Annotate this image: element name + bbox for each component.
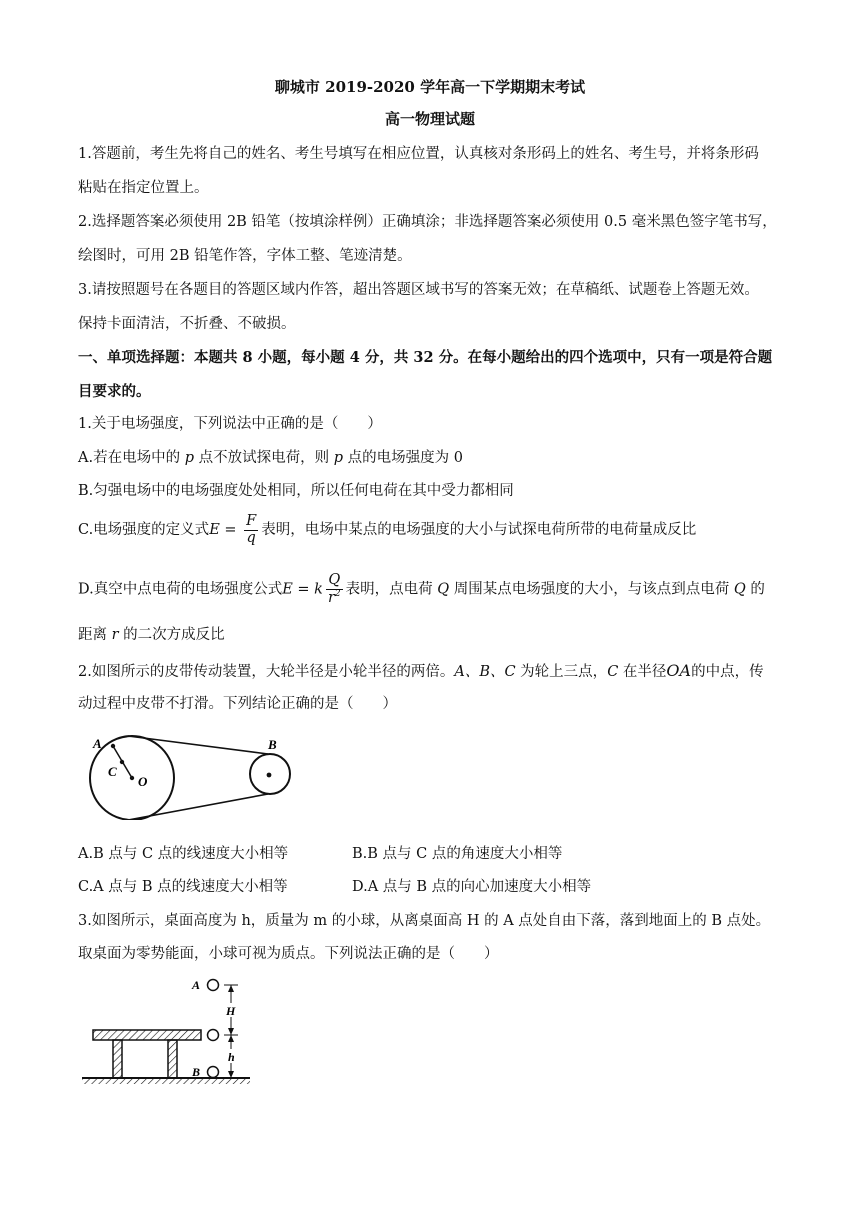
q2-stem-points: A、B、C xyxy=(454,664,516,680)
q1-option-d xyxy=(78,573,765,607)
dim-arrow-h-bottom xyxy=(228,1028,234,1035)
q1-option-d-r: r xyxy=(327,589,335,606)
belt-bottom xyxy=(128,794,268,820)
q1-option-d-q1: Q xyxy=(437,581,450,598)
q1-option-d-text-4: 的 xyxy=(745,581,765,598)
instruction-1-line-1: 1.答题前，考生先将自己的姓名、考生号填写在相应位置，认真核对条形码上的姓名、考生号，并将条形码 xyxy=(78,146,759,162)
q1-option-c-text-2: 表明，电场中某点的电场强度的大小与试探电荷所带的电荷量成反比 xyxy=(261,522,697,539)
table-leg-right xyxy=(168,1040,177,1078)
q1-option-c xyxy=(78,514,696,547)
label-height-lh: h xyxy=(228,1050,235,1064)
instruction-1-line-2: 粘贴在指定位置上。 xyxy=(78,180,209,196)
point-b-dot xyxy=(267,773,272,778)
exam-subtitle: 高一物理试题 xyxy=(384,110,475,128)
q3-table-figure xyxy=(80,975,255,1087)
q1-option-d-denominator xyxy=(326,590,343,607)
q1-option-c-fraction xyxy=(244,514,258,547)
label-b: B xyxy=(192,1065,201,1079)
q1-option-a-p1: p xyxy=(184,450,194,466)
q2-stem-text-3: 在半径 xyxy=(618,664,667,680)
label-a: A xyxy=(192,978,201,992)
exam-title: 聊城市 2019-2020 学年高一下学期期末考试 xyxy=(274,78,586,96)
q1-option-a xyxy=(78,446,463,467)
q1-option-a-p2: p xyxy=(333,450,344,466)
q1-option-d-line-2-text-2: 的二次方成反比 xyxy=(118,627,225,643)
instruction-2-line-2: 绘图时，可用 2B 铅笔作答，字体工整、笔迹清楚。 xyxy=(78,248,412,264)
q1-option-d-text-1: D.真空中点电荷的电场强度公式 xyxy=(78,581,283,598)
q1-option-c-denominator: q xyxy=(246,529,256,546)
q1-option-d-line-2-text-1: 距离 xyxy=(78,627,112,643)
q1-option-d-text-3: 周围某点电场强度的大小，与该点到点电荷 xyxy=(449,581,734,598)
q3-stem-line-2: 取桌面为零势能面，小球可视为质点。下列说法正确的是（ ） xyxy=(78,946,499,962)
q1-option-c-numerator: F xyxy=(246,513,257,529)
q2-stem-text-2: 为轮上三点， xyxy=(515,664,608,680)
q1-option-a-text-1: A.若在电场中的 xyxy=(78,450,185,466)
ground-hatch xyxy=(82,1078,250,1084)
q2-option-d: D.A 点与 B 点的向心加速度大小相等 xyxy=(352,879,592,895)
q1-option-a-text-3: 点的电场强度为 0 xyxy=(343,450,463,466)
q3-stem-line-1: 3.如图所示，桌面高度为 h，质量为 m 的小球，从离桌面高 H 的 A 点处自由下落，落到地面上的 B 点处。 xyxy=(78,913,771,929)
ball-at-table xyxy=(208,1030,219,1041)
dim-arrow-h-top xyxy=(228,985,234,992)
section-heading-line-1: 一、单项选择题：本题共 8 小题，每小题 4 分，共 32 分。在每小题给出的四个选项中，只有一项是符合题 xyxy=(78,349,773,366)
q1-option-c-lhs: E = xyxy=(209,522,242,539)
label-c: C xyxy=(108,764,117,779)
ball-at-a xyxy=(208,980,219,991)
ball-at-b xyxy=(208,1067,219,1078)
q2-option-a: A.B 点与 C 点的线速度大小相等 xyxy=(78,846,289,862)
instruction-3-line-1: 3.请按照题号在各题目的答题区域内作答，超出答题区域书写的答案无效；在草稿纸、试题卷上答题无效。 xyxy=(78,282,759,298)
q2-stem-line-1 xyxy=(78,660,764,681)
label-height-h: H xyxy=(226,1004,236,1018)
label-b: B xyxy=(268,737,277,752)
q1-stem: 1.关于电场强度，下列说法中正确的是（ ） xyxy=(78,416,382,432)
q2-stem-text-1: 2.如图所示的皮带传动装置，大轮半径是小轮半径的两倍。 xyxy=(78,664,455,680)
q1-option-d-line-2-r: r xyxy=(111,627,119,643)
center-o-dot xyxy=(130,776,134,780)
q1-option-d-exponent: 2 xyxy=(334,588,341,599)
q1-option-d-text-2: 表明，点电荷 xyxy=(345,581,438,598)
q2-stem-text-4: 的中点，传 xyxy=(691,664,764,680)
instruction-2-line-1: 2.选择题答案必须使用 2B 铅笔（按填涂样例）正确填涂；非选择题答案必须使用 0.5 毫米黑色签字笔书写， xyxy=(78,214,777,230)
q2-stem-line-2: 动过程中皮带不打滑。下列结论正确的是（ ） xyxy=(78,696,397,712)
q2-stem-radius-oa: OA xyxy=(666,661,692,680)
table-top xyxy=(93,1030,201,1040)
table-leg-left xyxy=(113,1040,122,1078)
q2-belt-drive-figure xyxy=(80,728,300,820)
section-heading-line-2: 目要求的。 xyxy=(78,383,151,400)
label-o: O xyxy=(138,774,148,789)
label-a: A xyxy=(93,736,102,751)
q2-option-c: C.A 点与 B 点的线速度大小相等 xyxy=(78,879,288,895)
point-a-dot xyxy=(111,744,115,748)
q1-option-d-numerator: Q xyxy=(326,573,343,590)
point-c-dot xyxy=(120,760,124,764)
q2-stem-point-c: C xyxy=(607,664,619,680)
dim-arrow-lh-top xyxy=(228,1035,234,1042)
q1-option-c-text-1: C.电场强度的定义式 xyxy=(78,522,210,539)
q2-option-b: B.B 点与 C 点的角速度大小相等 xyxy=(352,846,563,862)
q1-option-b: B.匀强电场中的电场强度处处相同，所以任何电荷在其中受力都相同 xyxy=(78,483,514,499)
q1-option-d-lhs: E = k xyxy=(282,581,323,598)
q1-option-a-text-2: 点不放试探电荷，则 xyxy=(194,450,334,466)
q1-option-d-line-2 xyxy=(78,623,225,644)
belt-top xyxy=(128,736,268,754)
instruction-3-line-2: 保持卡面清洁，不折叠、不破损。 xyxy=(78,316,296,332)
dim-arrow-lh-bottom xyxy=(228,1071,234,1078)
q1-option-d-q2: Q xyxy=(733,581,746,598)
q1-option-d-fraction xyxy=(326,573,343,607)
